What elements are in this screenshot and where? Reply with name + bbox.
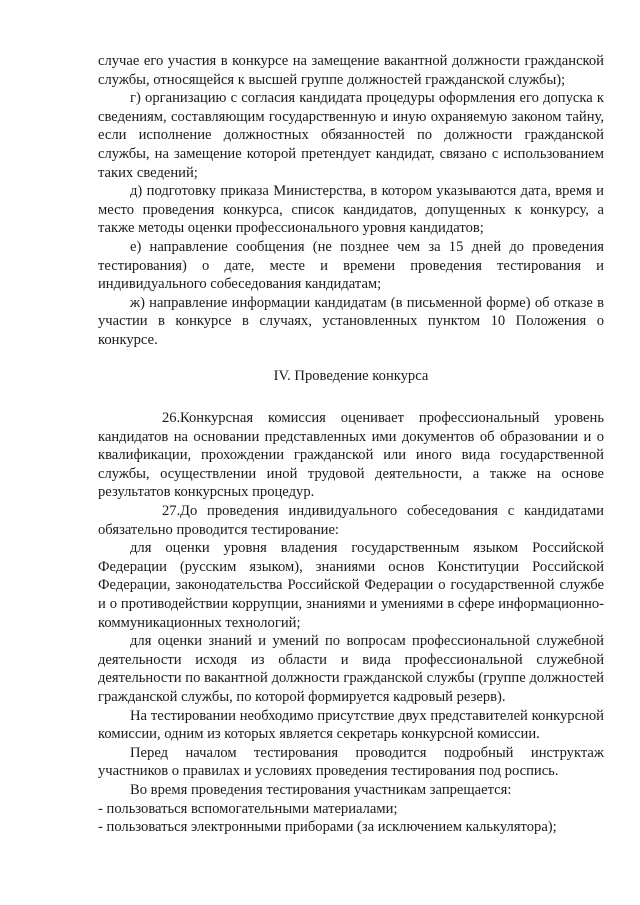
paragraph-item-zh: ж) направление информации кандидатам (в письменной форме) об отказе в участии в конкурсе в случаях, установленных пунктом 10 Положения о конкурсе.	[98, 294, 604, 348]
paragraph-testing-language: для оценки уровня владения государственным языком Российской Федерации (русским языком), знаниями основ Конституции Российской Федерации, законодательства Российской Федерации о государственной службе и о противодействии коррупции, знаниями и умениями в сфере информационно-коммуникационных технологий;	[98, 540, 604, 631]
item-text: До проведения индивидуального собеседования с кандидатами обязательно проводится тестирование:	[98, 503, 604, 538]
paragraph-testing-presence: На тестировании необходимо присутствие двух представителей конкурсной комиссии, одним из которых является секретарь конкурсной комиссии.	[98, 707, 604, 743]
paragraph-item-e: е) направление сообщения (не позднее чем за 15 дней до проведения тестирования) о дате, месте и времени проведения тестирования и индивидуального собеседования кандидатам;	[98, 238, 604, 293]
paragraph-item-g: г) организацию с согласия кандидата процедуры оформления его допуска к сведениям, составляющим государственную и иную охраняемую законом тайну, если исполнение должностных обязанностей по должности гражданской службы, на замещение которой претендует кандидат, связано с использованием таких сведений;	[98, 90, 604, 181]
item-text: Конкурсная комиссия оценивает профессиональный уровень кандидатов на основании представленных ими документов об образовании и о квалификации, прохождении гражданской или иного вида государственной службы, осуществлении иной трудовой деятельности, а также на основе результатов конкурсных процедур.	[98, 410, 604, 501]
list-item: - пользоваться электронными приборами (за исключением калькулятора);	[98, 819, 557, 836]
paragraph-item-d: д) подготовку приказа Министерства, в котором указываются дата, время и место проведения конкурса, список кандидатов, допущенных к конкурсу, а также методы оценки профессионального уровня кандидатов;	[98, 183, 604, 237]
item-number: 26.	[162, 410, 181, 427]
paragraph-item-27	[98, 502, 604, 539]
section-heading: IV. Проведение конкурса	[273, 367, 429, 384]
paragraph-testing-professional: для оценки знаний и умений по вопросам профессиональной служебной деятельности исходя из области и вида профессиональной служебной деятельности по вакантной должности гражданской службы (группе должностей гражданской службы, по которой формируется кадровый резерв).	[98, 633, 604, 705]
paragraph-testing-prohibited: Во время проведения тестирования участникам запрещается:	[130, 781, 512, 798]
paragraph-testing-instruction: Перед началом тестирования проводится подробный инструктаж участников о правилах и условиях проведения тестирования под роспись.	[98, 744, 604, 780]
document-page	[98, 52, 604, 837]
item-number: 27.	[162, 503, 181, 520]
paragraph-item-26	[98, 409, 604, 502]
list-item: - пользоваться вспомогательными материалами;	[98, 800, 398, 817]
paragraph-continuation: случае его участия в конкурсе на замещение вакантной должности гражданской службы, относящейся к высшей группе должностей гражданской службы);	[98, 53, 604, 88]
